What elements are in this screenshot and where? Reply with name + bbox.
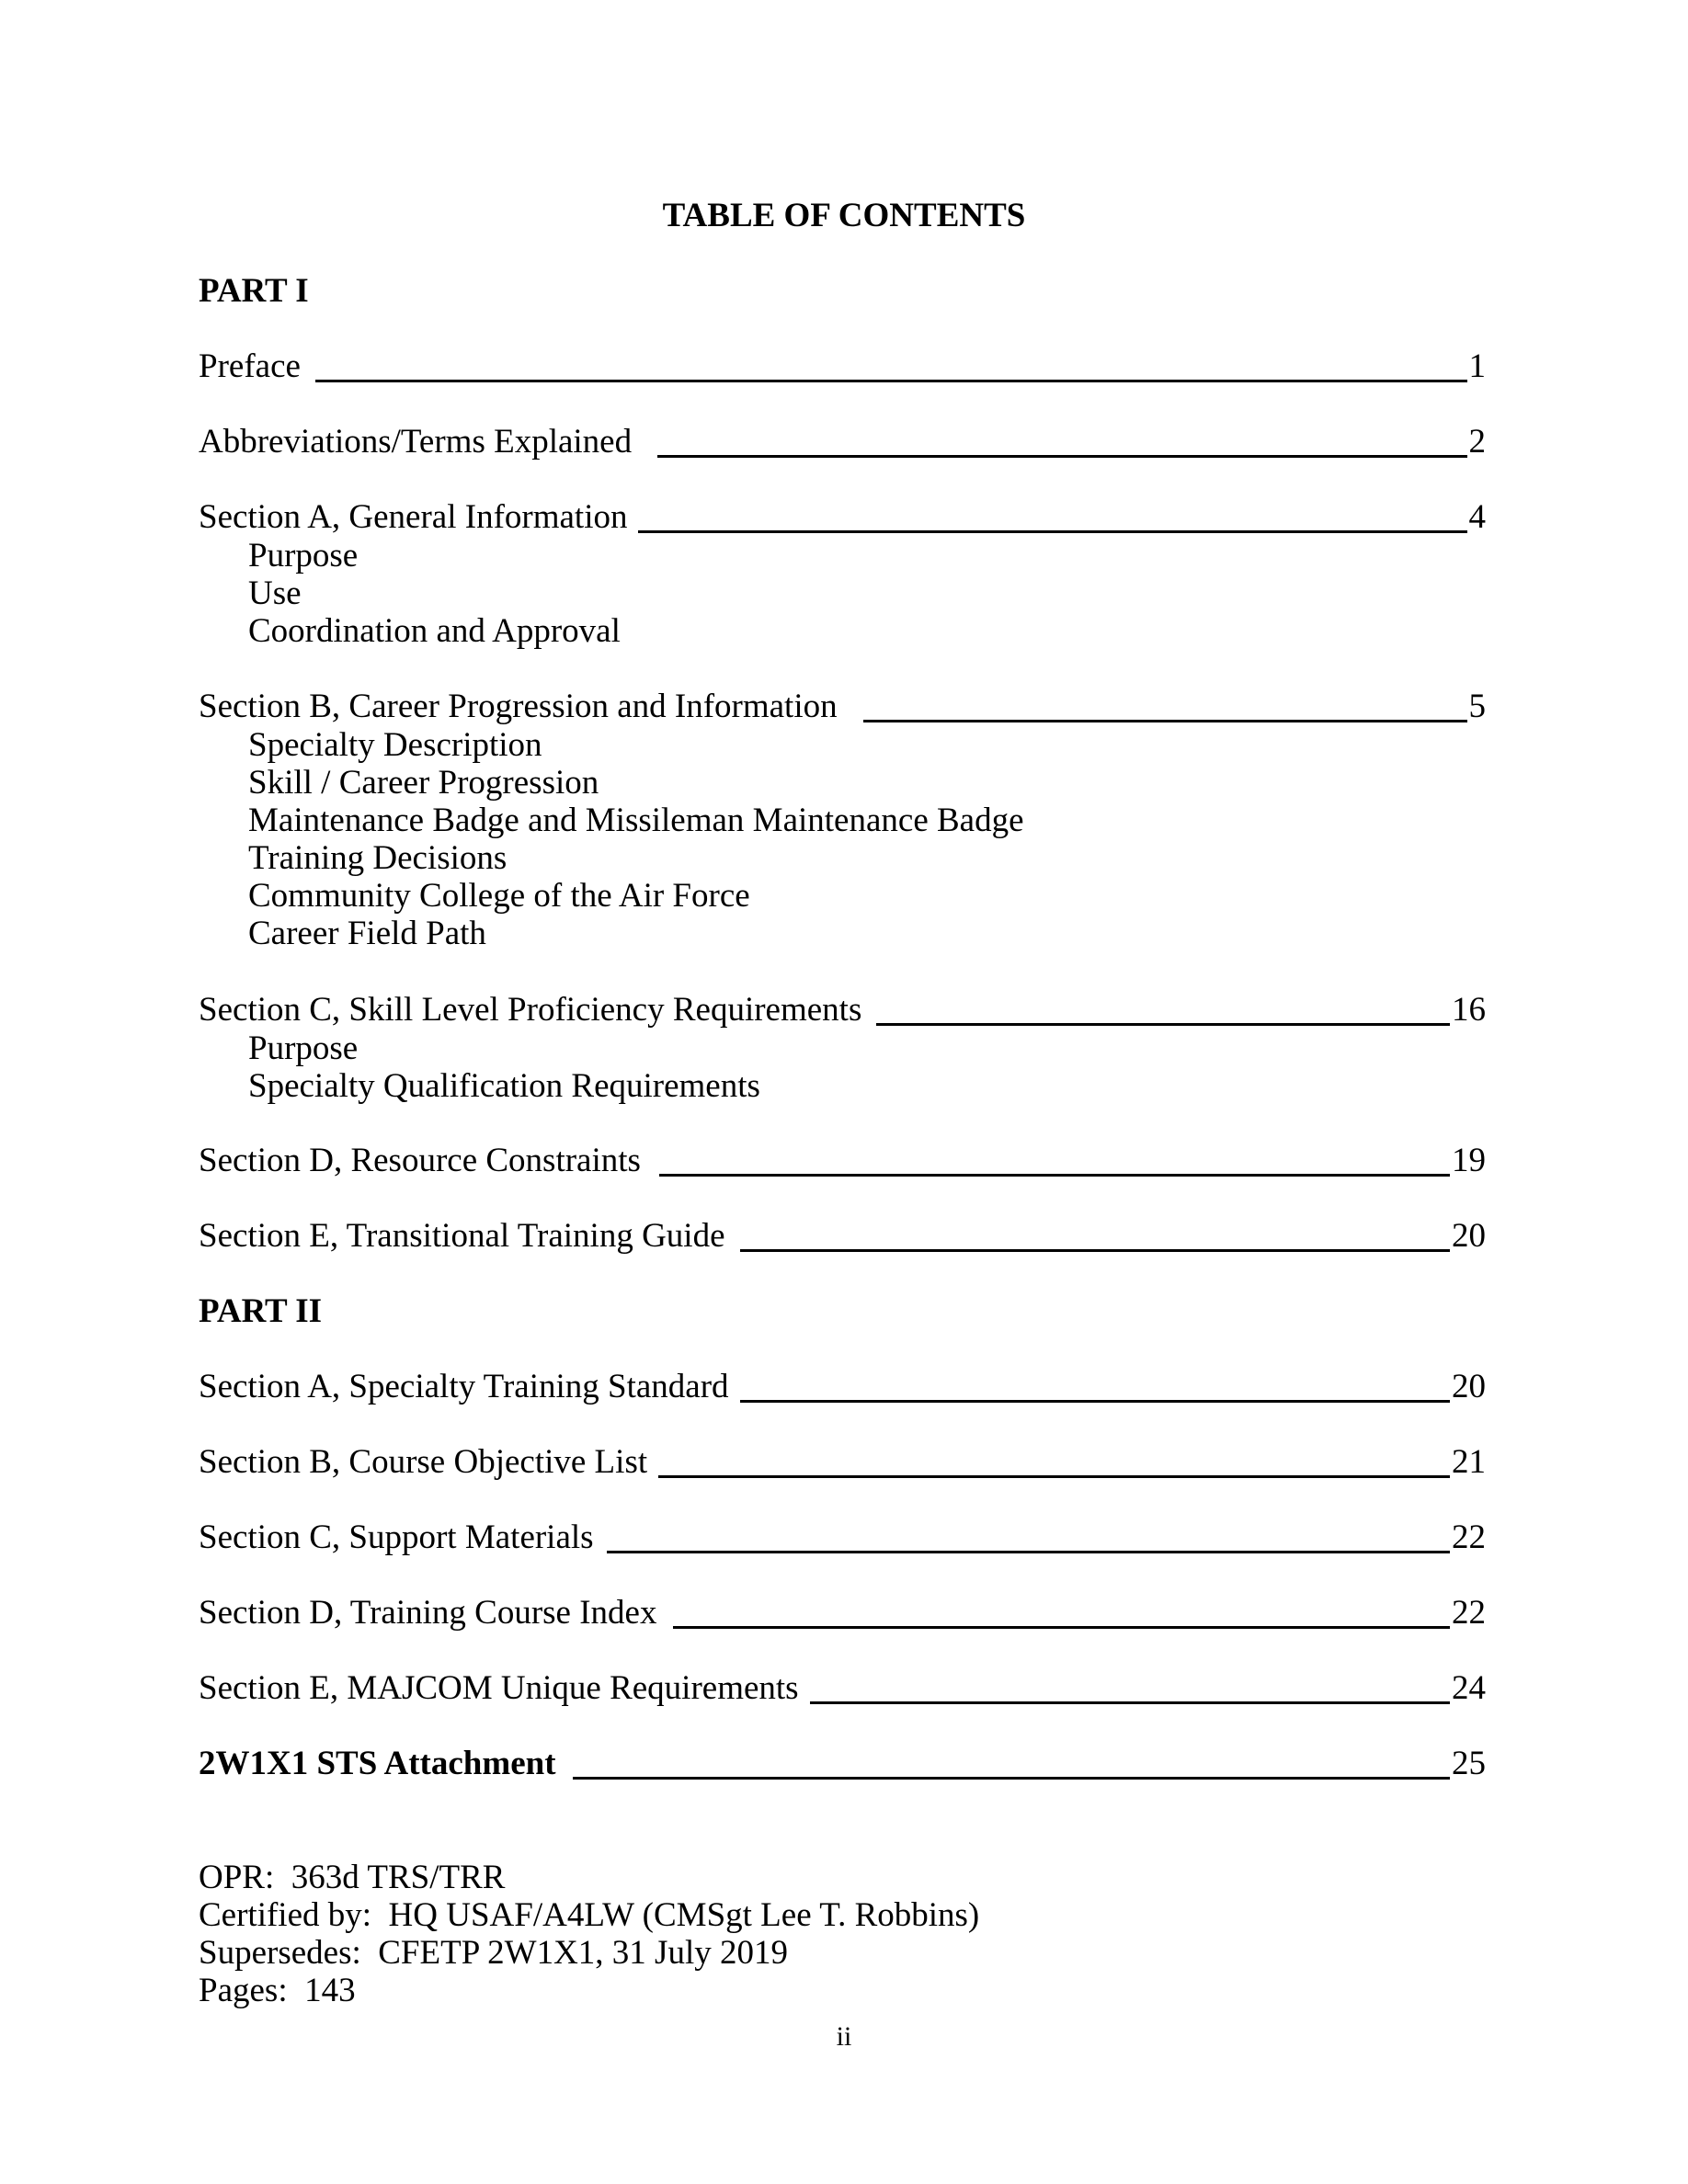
toc-title: TABLE OF CONTENTS (662, 197, 1026, 234)
toc-entry-section-b-career[interactable] (199, 684, 1486, 730)
toc-entry-section-d-resource[interactable] (199, 1138, 1486, 1184)
toc-leader-line (607, 1523, 1450, 1553)
toc-leader-line (315, 352, 1467, 382)
toc-entry-page: 22 (1452, 1519, 1486, 1556)
toc-leader-line (573, 1749, 1450, 1780)
toc-entry-label: Section C, Skill Level Proficiency Requirements (199, 991, 862, 1029)
toc-entry-page: 2 (1468, 423, 1486, 461)
footer-pages: Pages: 143 (199, 1972, 356, 2009)
toc-subitem: Specialty Description (248, 726, 542, 764)
toc-entry-page: 25 (1452, 1745, 1486, 1782)
toc-leader-line (740, 1222, 1450, 1252)
toc-entry-page: 21 (1452, 1443, 1486, 1481)
toc-entry-page: 1 (1468, 347, 1486, 385)
toc-entry-part2-section-e[interactable] (199, 1666, 1486, 1712)
toc-entry-page: 22 (1452, 1594, 1486, 1632)
toc-entry-label: Section C, Support Materials (199, 1519, 594, 1556)
toc-subitem: Maintenance Badge and Missileman Maintenance Badge (248, 802, 1024, 839)
toc-entry-page: 5 (1468, 688, 1486, 725)
document-footer (199, 1859, 979, 2009)
footer-opr: OPR: 363d TRS/TRR (199, 1859, 506, 1896)
toc-leader-line (863, 692, 1467, 722)
toc-entry-part2-section-a[interactable] (199, 1364, 1486, 1410)
toc-entry-abbreviations[interactable] (199, 419, 1486, 465)
footer-certified-by: Certified by: HQ USAF/A4LW (CMSgt Lee T. Robbins) (199, 1896, 980, 1934)
section-a-subitems (248, 537, 621, 650)
toc-leader-line (638, 503, 1466, 533)
toc-leader-line (673, 1598, 1450, 1629)
toc-subitem: Community College of the Air Force (248, 877, 750, 915)
toc-leader-line (658, 1448, 1450, 1478)
toc-entry-section-a-general[interactable] (199, 495, 1486, 540)
part-2-heading: PART II (199, 1292, 323, 1330)
toc-entry-sts-attachment[interactable] (199, 1741, 1486, 1787)
toc-entry-part2-section-d[interactable] (199, 1590, 1486, 1636)
toc-entry-page: 20 (1452, 1368, 1486, 1405)
toc-entry-label: Abbreviations/Terms Explained (199, 423, 633, 461)
toc-entry-label: Section D, Resource Constraints (199, 1142, 641, 1179)
toc-entry-label: Section E, MAJCOM Unique Requirements (199, 1669, 799, 1707)
part-1-heading: PART I (199, 272, 309, 310)
toc-entry-label: Section E, Transitional Training Guide (199, 1217, 725, 1255)
toc-subitem: Skill / Career Progression (248, 764, 599, 802)
toc-entry-page: 4 (1468, 498, 1486, 536)
toc-entry-label: Section B, Course Objective List (199, 1443, 648, 1481)
toc-subitem: Purpose (248, 1029, 359, 1067)
toc-entry-label: Preface (199, 347, 301, 385)
toc-entry-label: Section B, Career Progression and Information (199, 688, 838, 725)
toc-subitem: Purpose (248, 537, 359, 574)
section-b-subitems (248, 726, 1024, 952)
toc-entry-page: 24 (1452, 1669, 1486, 1707)
toc-leader-line (657, 427, 1466, 458)
toc-subitem: Use (248, 574, 302, 612)
toc-subitem: Career Field Path (248, 915, 486, 952)
toc-leader-line (810, 1674, 1450, 1704)
toc-entry-page: 19 (1452, 1142, 1486, 1179)
toc-leader-line (740, 1372, 1450, 1403)
toc-leader-line (876, 995, 1450, 1026)
toc-entry-section-e-transitional[interactable] (199, 1213, 1486, 1259)
toc-entry-label: 2W1X1 STS Attachment (199, 1745, 556, 1782)
section-c-subitems (248, 1029, 760, 1105)
toc-entry-preface[interactable] (199, 344, 1486, 390)
toc-subitem: Coordination and Approval (248, 612, 621, 650)
toc-entry-page: 16 (1452, 991, 1486, 1029)
toc-subitem: Training Decisions (248, 839, 508, 877)
footer-supersedes: Supersedes: CFETP 2W1X1, 31 July 2019 (199, 1934, 788, 1972)
toc-subitem: Specialty Qualification Requirements (248, 1067, 760, 1105)
toc-entry-label: Section A, General Information (199, 498, 628, 536)
toc-leader-line (659, 1146, 1450, 1177)
toc-entry-label: Section A, Specialty Training Standard (199, 1368, 729, 1405)
toc-entry-part2-section-c[interactable] (199, 1515, 1486, 1561)
toc-entry-page: 20 (1452, 1217, 1486, 1255)
page-number: ii (836, 2021, 852, 2052)
toc-entry-label: Section D, Training Course Index (199, 1594, 657, 1632)
toc-entry-part2-section-b[interactable] (199, 1439, 1486, 1485)
toc-entry-section-c-skill[interactable] (199, 987, 1486, 1033)
